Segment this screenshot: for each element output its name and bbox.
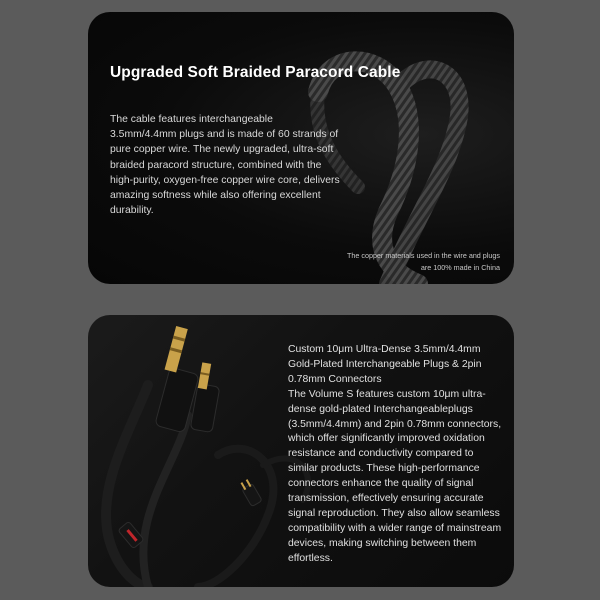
connector-description	[288, 343, 503, 567]
cable-description: The cable features interchangeable 3.5mm/4.4mm plugs and is made of 60 strands of pure copper wire. The newly upgraded, ultra-soft braided paracord structure, combined with the high-purity, oxygen-free copper wire core, delivers amazing softness while also offering excellent durability.	[110, 114, 340, 217]
cable-feature-card	[88, 12, 514, 284]
section-title: Upgraded Soft Braided Paracord Cable	[110, 64, 401, 81]
origin-note: The copper materials used in the wire and plugs are 100% made in China	[346, 251, 500, 272]
connector-heading: Custom 10μm Ultra-Dense 3.5mm/4.4mm Gold-Plated Interchangeable Plugs & 2pin 0.78mm Connectors	[288, 344, 482, 385]
connector-feature-card	[88, 315, 514, 587]
connector-paragraph: The Volume S features custom 10μm ultra-dense gold-plated Interchangeableplugs (3.5mm/4.4mm) and 2pin 0.78mm connectors, which offer significantly improved oxidation resistance and conductivity compared to similar products. These high-performance connectors enhance the quality of signal transmission, effectively ensuring accurate signal reproduction. They also allow seamless compatibility with a wider range of mainstream devices, making switching between them effortless.	[288, 388, 502, 564]
